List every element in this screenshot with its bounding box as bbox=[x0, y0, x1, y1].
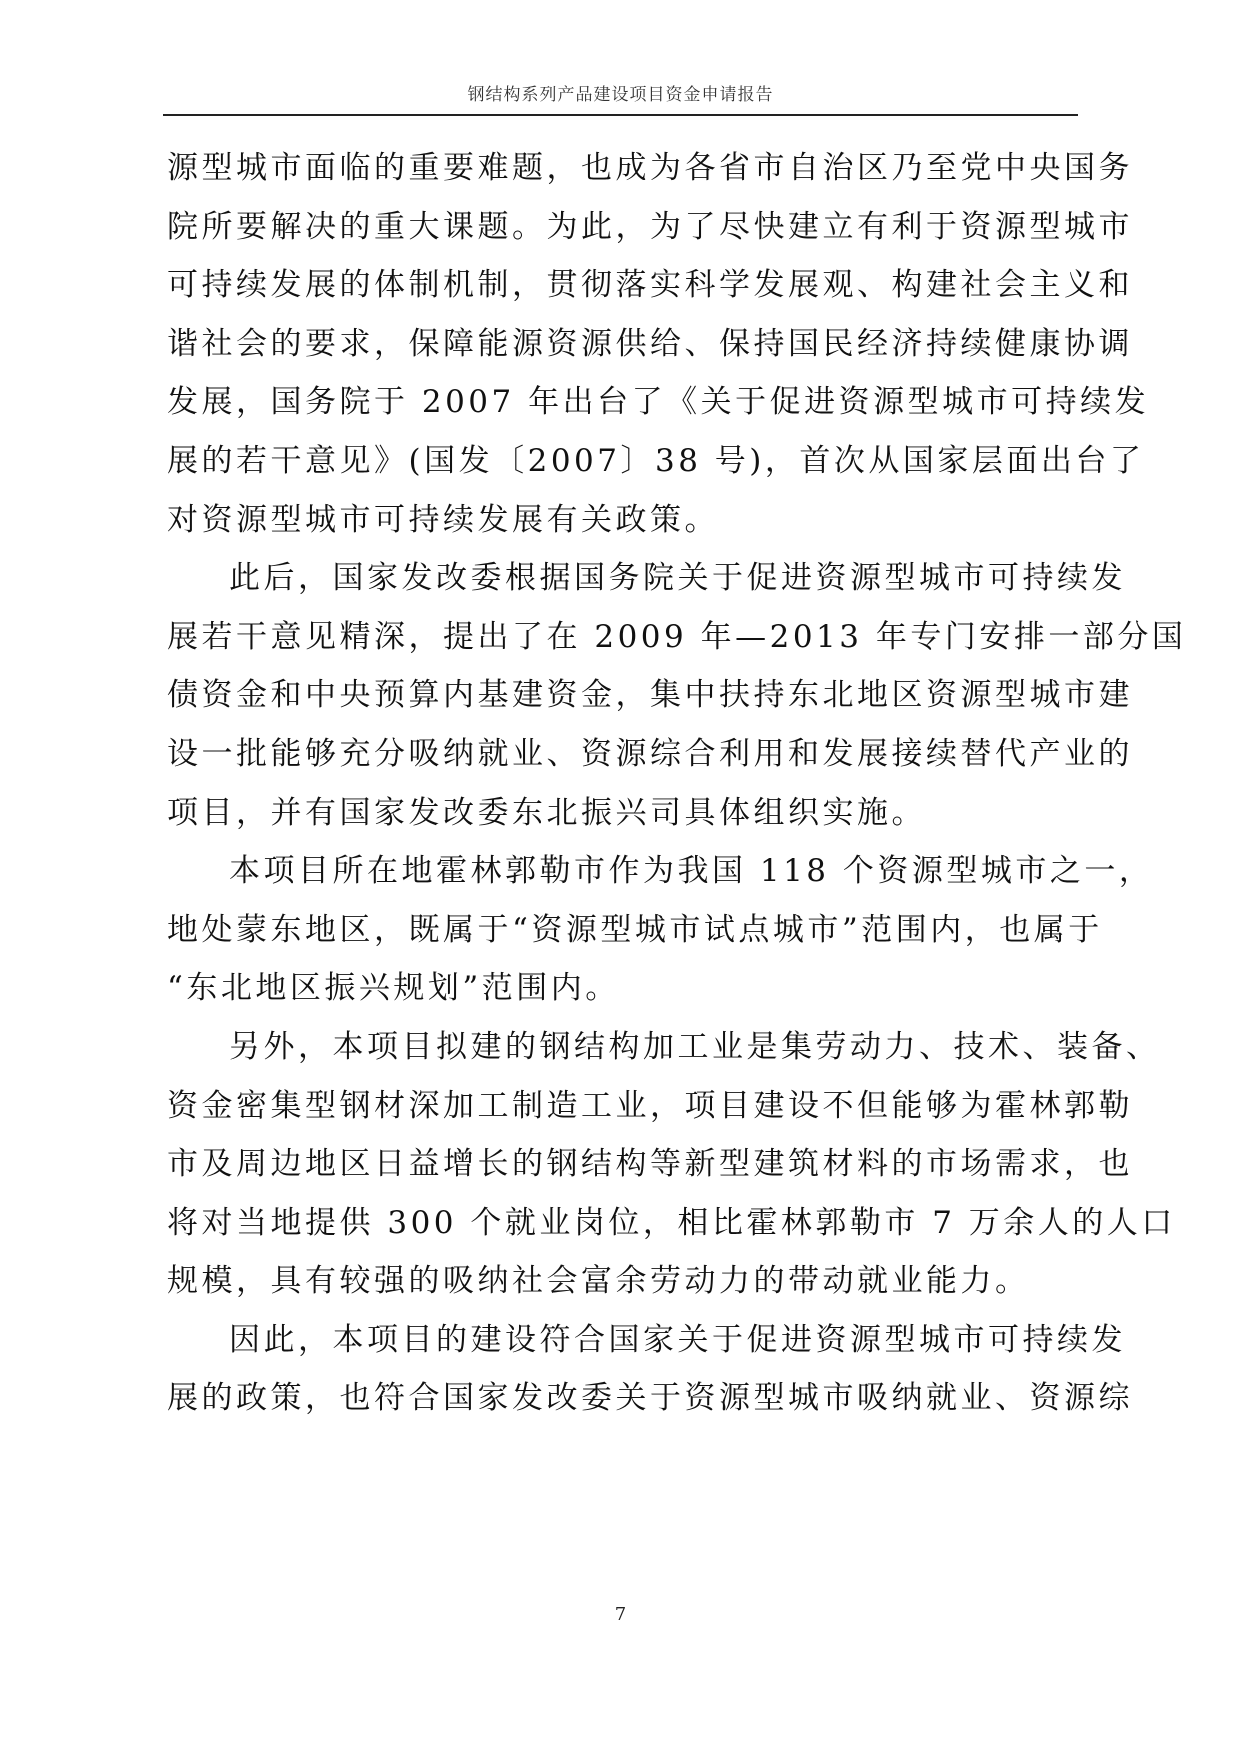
paragraph bbox=[167, 1018, 1176, 1311]
text-line: 发展，国务院于 2007 年出台了《关于促进资源型城市可持续发 bbox=[167, 384, 1150, 421]
text-line: 市及周边地区日益增长的钢结构等新型建筑材料的市场需求，也 bbox=[167, 1146, 1133, 1183]
paragraph bbox=[167, 1311, 1133, 1428]
text-line: “东北地区振兴规划”范围内。 bbox=[167, 970, 620, 1007]
text-line: 债资金和中央预算内基建资金，集中扶持东北地区资源型城市建 bbox=[167, 677, 1133, 714]
paragraph bbox=[167, 139, 1150, 549]
text-line: 地处蒙东地区，既属于“资源型城市试点城市”范围内，也属于 bbox=[167, 911, 1103, 948]
text-line: 源型城市面临的重要难题，也成为各省市自治区乃至党中央国务 bbox=[167, 150, 1133, 186]
text-line: 展的政策，也符合国家发改委关于资源型城市吸纳就业、资源综 bbox=[167, 1380, 1133, 1417]
text-line: 展若干意见精深，提出了在 2009 年—2013 年专门安排一部分国 bbox=[167, 618, 1187, 655]
text-line: 资金密集型钢材深加工制造工业，项目建设不但能够为霍林郭勒 bbox=[167, 1087, 1133, 1124]
paragraph bbox=[167, 842, 1154, 1018]
text-line: 院所要解决的重大课题。为此，为了尽快建立有利于资源型城市 bbox=[167, 208, 1133, 245]
text-line: 展的若干意见》(国发〔2007〕38 号)，首次从国家层面出台了 bbox=[167, 442, 1145, 479]
text-line: 规模，具有较强的吸纳社会富余劳动力的带动就业能力。 bbox=[167, 1263, 1030, 1300]
text-line: 本项目所在地霍林郭勒市作为我国 118 个资源型城市之一， bbox=[229, 853, 1154, 890]
text-line: 设一批能够充分吸纳就业、资源综合利用和发展接续替代产业的 bbox=[167, 735, 1133, 772]
document-body bbox=[167, 139, 1187, 1428]
text-line: 可持续发展的体制机制，贯彻落实科学发展观、构建社会主义和 bbox=[167, 267, 1133, 304]
page-number: 7 bbox=[614, 1604, 627, 1625]
text-line: 另外，本项目拟建的钢结构加工业是集劳动力、技术、装备、 bbox=[229, 1028, 1161, 1065]
text-line: 此后，国家发改委根据国务院关于促进资源型城市可持续发 bbox=[229, 560, 1126, 597]
text-line: 项目，并有国家发改委东北振兴司具体组织实施。 bbox=[167, 794, 926, 831]
paragraph bbox=[167, 549, 1187, 842]
header-title: 钢结构系列产品建设项目资金申请报告 bbox=[467, 85, 774, 105]
page-header bbox=[163, 78, 1078, 116]
text-line: 因此，本项目的建设符合国家关于促进资源型城市可持续发 bbox=[229, 1321, 1126, 1358]
text-line: 谐社会的要求，保障能源资源供给、保持国民经济持续健康协调 bbox=[167, 325, 1133, 362]
text-line: 将对当地提供 300 个就业岗位，相比霍林郭勒市 7 万余人的人口 bbox=[167, 1204, 1176, 1241]
text-line: 对资源型城市可持续发展有关政策。 bbox=[167, 501, 719, 538]
